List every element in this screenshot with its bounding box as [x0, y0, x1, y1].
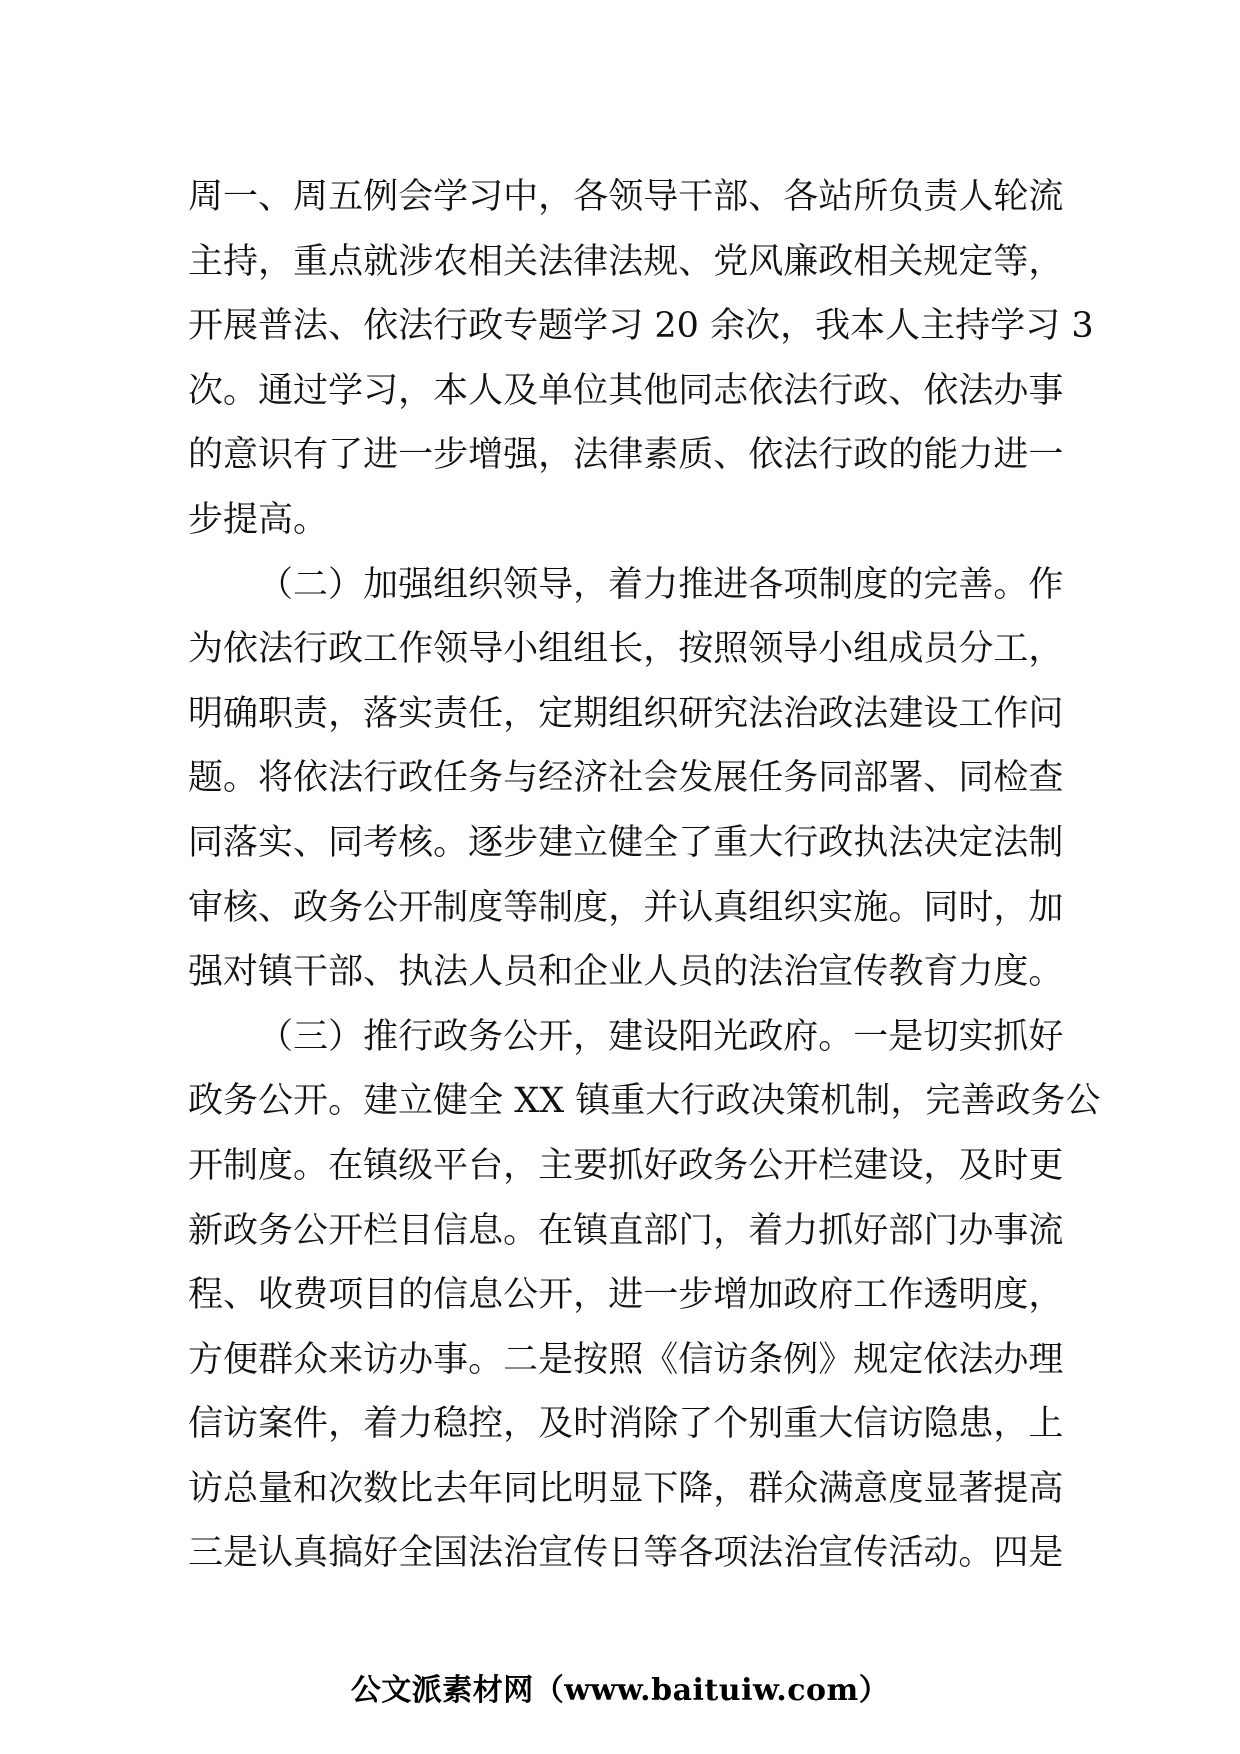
text-line: 新 政 务 公 开 栏 目 信 息 。 在 镇 直 部 门 ， 着 力 抓 好 部 门 办 事 流 — [188, 1210, 1064, 1251]
text-line: 开 展 普 法 、 依 法 行 政 专 题 学 习 20 余 次 ， 我 本 人 主 持 学 习 3 — [188, 306, 1094, 347]
text-line: 明 确 职 责 ， 落 实 责 任 ， 定 期 组 织 研 究 法 治 政 法 建 设 工 作 问 — [188, 693, 1064, 734]
text-line: 访 总 量 和 次 数 比 去 年 同 比 明 显 下 降 ， 群 众 满 意 度 显 著 提 高 — [188, 1468, 1064, 1509]
text-line: 信 访 案 件 ， 着 力 稳 控 ， 及 时 消 除 了 个 别 重 大 信 访 隐 患 ， 上 — [188, 1404, 1064, 1445]
text-line: 为 依 法 行 政 工 作 领 导 小 组 组 长 ， 按 照 领 导 小 组 成 员 分 工 ， — [188, 629, 1064, 670]
text-line: 三 是 认 真 搞 好 全 国 法 治 宣 传 日 等 各 项 法 治 宣 传 活 动 。 四 是 — [188, 1533, 1064, 1574]
text-line: （ 二 ） 加 强 组 织 领 导 ， 着 力 推 进 各 项 制 度 的 完 善 。 作 — [258, 564, 1064, 605]
text-line: 同 落 实 、 同 考 核 。 逐 步 建 立 健 全 了 重 大 行 政 执 法 决 定 法 制 — [188, 822, 1064, 863]
text-line: 步 提 高 。 — [188, 499, 329, 540]
text-line: 题 。 将 依 法 行 政 任 务 与 经 济 社 会 发 展 任 务 同 部 署 、 同 检 查 — [188, 758, 1064, 799]
text-line: 次 。 通 过 学 习 ， 本 人 及 单 位 其 他 同 志 依 法 行 政 、 依 法 办 事 — [188, 370, 1064, 411]
text-line: 开 制 度 。 在 镇 级 平 台 ， 主 要 抓 好 政 务 公 开 栏 建 设 ， 及 时 更 — [188, 1145, 1064, 1186]
text-line: （ 三 ） 推 行 政 务 公 开 ， 建 设 阳 光 政 府 。 一 是 切 实 抓 好 — [258, 1016, 1064, 1057]
text-line: 主 持 ， 重 点 就 涉 农 相 关 法 律 法 规 、 党 风 廉 政 相 关 规 定 等 ， — [188, 241, 1064, 282]
text-line: 政 务 公 开 。 建 立 健 全 XX 镇 重 大 行 政 决 策 机 制 ， 完 善 政 务 公 — [188, 1081, 1101, 1122]
text-line: 审 核 、 政 务 公 开 制 度 等 制 度 ， 并 认 真 组 织 实 施 。 同 时 ， 加 — [188, 887, 1064, 928]
text-line: 的 意 识 有 了 进 一 步 增 强 ， 法 律 素 质 、 依 法 行 政 的 能 力 进 一 — [188, 435, 1064, 476]
footer-watermark: 公文派素材网（www.baituiw.com） — [350, 1673, 890, 1708]
body-text — [188, 165, 1101, 1586]
text-line: 程 、 收 费 项 目 的 信 息 公 开 ， 进 一 步 增 加 政 府 工 作 透 明 度 ， — [188, 1275, 1064, 1316]
text-line: 方 便 群 众 来 访 办 事 。 二 是 按 照 《 信 访 条 例 》 规 定 依 法 办 理 — [188, 1339, 1064, 1380]
text-line: 周 一 、 周 五 例 会 学 习 中 ， 各 领 导 干 部 、 各 站 所 负 责 人 轮 流 — [188, 177, 1064, 217]
text-line: 强 对 镇 干 部 、 执 法 人 员 和 企 业 人 员 的 法 治 宣 传 教 育 力 度 。 — [188, 952, 1064, 993]
